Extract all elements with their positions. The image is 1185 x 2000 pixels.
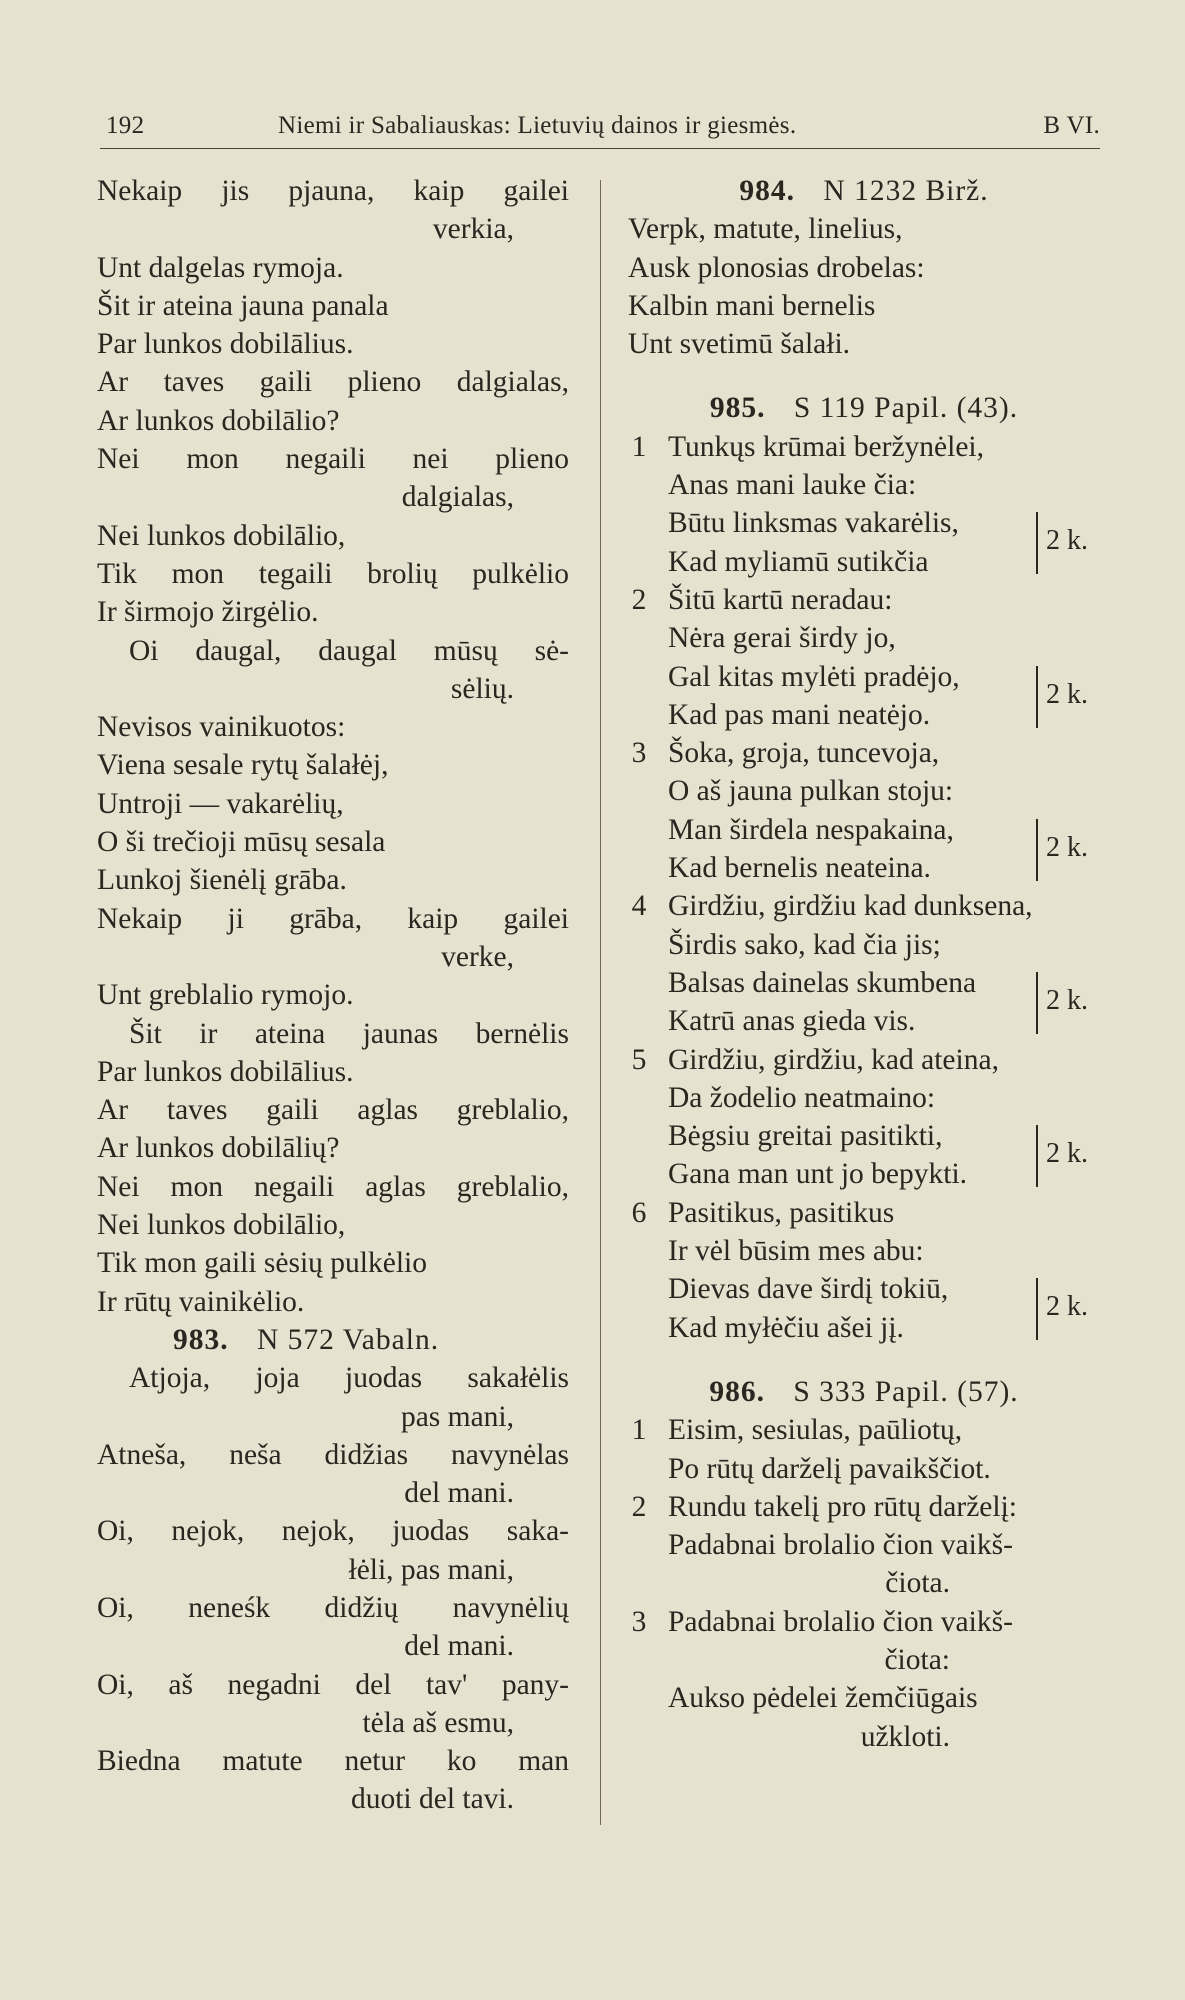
verse-text: užkloti. xyxy=(860,1720,950,1753)
verse-line xyxy=(628,1002,1100,1040)
song-source: N 572 Vabaln. xyxy=(257,1323,440,1356)
verse-line: Par lunkos dobilālius. xyxy=(97,328,354,361)
verse-line xyxy=(628,581,1100,619)
song-heading-983 xyxy=(97,1321,569,1359)
verse-line: Nei mon negaili nei plieno xyxy=(97,443,569,476)
song-number: 985. xyxy=(709,392,766,425)
verse-text: Nėra gerai širdy jo, xyxy=(668,622,896,655)
verse-line xyxy=(628,734,1100,772)
verse-number: 2 xyxy=(631,1490,647,1523)
song-985-verses xyxy=(628,428,1100,1347)
verse-text: Kad myliamū sutikčia xyxy=(668,545,929,578)
verse-text: Tunkųs krūmai beržynėlei, xyxy=(668,430,984,463)
verse-line xyxy=(628,428,1100,466)
verse-line: Verpk, matute, linelius, xyxy=(628,213,903,246)
verse-text: Man širdela nespakaina, xyxy=(668,813,954,846)
verse-line: del mani. xyxy=(404,1477,514,1510)
verse-line xyxy=(628,811,1100,863)
column-divider xyxy=(600,180,601,1825)
verse-text: Širdis sako, kad čia jis; xyxy=(668,928,941,961)
verse-line xyxy=(628,1564,1100,1602)
verse-line: Oi daugal, daugal mūsų sė- xyxy=(129,634,569,667)
verse-line: Ar taves gaili plieno dalgialas, xyxy=(97,366,569,399)
verse-line xyxy=(628,543,1100,581)
verse-line: Šit ir ateina jauna panala xyxy=(97,289,389,322)
left-column xyxy=(97,172,569,1819)
verse-line: Unt greblalio rymojo. xyxy=(97,979,354,1012)
verse-line xyxy=(628,1041,1100,1079)
verse-number: 6 xyxy=(631,1196,647,1229)
verse-line xyxy=(628,1450,1100,1488)
page-number: 192 xyxy=(106,112,145,139)
verse-text: Padabnai brolalio čion vaikš- xyxy=(668,1605,1013,1638)
verse-text: Girdžiu, girdžiu, kad ateina, xyxy=(668,1043,999,1076)
running-title: Niemi ir Sabaliauskas: Lietuvių dainos ir giesmės. xyxy=(278,112,797,139)
verse-line: Biedna matute netur ko man xyxy=(97,1745,569,1778)
verse-line xyxy=(628,1679,1100,1717)
verse-line: del mani. xyxy=(404,1630,514,1663)
verse-text: Aukso pėdelei žemčiūgais xyxy=(668,1682,978,1715)
repeat-label: 2 k. xyxy=(1046,525,1088,557)
verse-line: tėla aš esmu, xyxy=(362,1706,514,1739)
verse-line: Ir rūtų vainikėlio. xyxy=(97,1285,305,1318)
verse-line xyxy=(628,1641,1100,1679)
verse-text: Balsas dainelas skumbena xyxy=(668,966,977,999)
verse-number: 2 xyxy=(631,583,647,616)
verse-line xyxy=(628,1603,1100,1641)
verse-text: Šitū kartū neradau: xyxy=(668,583,893,616)
verse-line: Atjoja, joja juodas sakałėlis xyxy=(129,1362,569,1395)
verse-number: 1 xyxy=(631,1414,647,1447)
song-heading-986 xyxy=(628,1373,1100,1411)
verse-line: Atneša, neša didžias navynėlas xyxy=(97,1438,569,1471)
verse-line xyxy=(628,1270,1100,1323)
verse-text: Kad bernelis neateina. xyxy=(668,852,931,885)
verse-number: 4 xyxy=(631,890,647,923)
repeat-label: 2 k. xyxy=(1046,678,1088,710)
song-heading-984 xyxy=(628,172,1100,210)
verse-line: Nei lunkos dobilālio, xyxy=(97,1209,346,1242)
verse-line: Lunkoj šienėlį grāba. xyxy=(97,864,347,897)
verse-text: Dievas dave širdį tokiū, xyxy=(668,1273,949,1306)
verse-line: Šit ir ateina jaunas bernėlis xyxy=(129,1017,569,1050)
right-column xyxy=(628,172,1100,1756)
verse-line: Ausk plonosias drobelas: xyxy=(628,251,925,284)
song-heading-985 xyxy=(628,389,1100,427)
verse-line: Ar lunkos dobilālio? xyxy=(97,404,340,437)
verse-line xyxy=(628,1718,1100,1756)
verse-text: Šoka, groja, tuncevoja, xyxy=(668,737,940,770)
verse-line: pas mani, xyxy=(400,1400,514,1433)
verse-line: Tik mon gaili sėsių pulkėlio xyxy=(97,1247,427,1280)
verse-line xyxy=(628,887,1100,925)
page-header xyxy=(100,112,1100,152)
verse-text: Da žodelio neatmaino: xyxy=(668,1081,936,1114)
verse-line: Oi, neneśk didžių navynėlių xyxy=(97,1591,569,1624)
verse-text: Pasitikus, pasitikus xyxy=(668,1196,895,1229)
verse-text: čiota. xyxy=(885,1567,950,1600)
verse-line xyxy=(628,849,1100,887)
verse-line xyxy=(628,964,1100,1016)
verse-line: O ši trečioji mūsų sesala xyxy=(97,826,386,859)
verse-line: Untroji — vakarėlių, xyxy=(97,787,344,820)
verse-text: Rundu takelį pro rūtų darželį: xyxy=(668,1490,1017,1523)
verse-line xyxy=(628,1411,1100,1449)
verse-line: Unt dalgelas rymoja. xyxy=(97,251,344,284)
verse-number: 5 xyxy=(631,1043,647,1076)
verse-line: Nekaip jis pjauna, kaip gailei xyxy=(97,175,569,207)
verse-text: Padabnai brolalio čion vaikš- xyxy=(668,1529,1013,1562)
verse-text: Anas mani lauke čia: xyxy=(668,469,917,502)
verse-number: 1 xyxy=(631,430,647,463)
verse-line xyxy=(628,1079,1100,1117)
verse-text: Būtu linksmas vakarėlis, xyxy=(668,507,959,540)
verse-text: Po rūtų darželį pavaikščiot. xyxy=(668,1452,991,1485)
verse-line: verke, xyxy=(441,940,514,973)
verse-text: čiota: xyxy=(884,1643,950,1676)
verse-line: Nei lunkos dobilālio, xyxy=(97,519,346,552)
song-source: N 1232 Birž. xyxy=(823,175,989,207)
verse-line: Oi, aš negadni del tav' pany- xyxy=(97,1668,569,1701)
verse-line xyxy=(628,619,1100,657)
verse-line: sėlių. xyxy=(450,672,514,705)
verse-text: Ir vėl būsim mes abu: xyxy=(668,1235,924,1268)
verse-line: Nekaip ji grāba, kaip gailei xyxy=(97,902,569,935)
verse-text: Eisim, sesiulas, paūliotų, xyxy=(668,1414,963,1447)
header-rule xyxy=(100,148,1100,149)
verse-text: Kad myłėčiu ašei jį. xyxy=(668,1311,904,1344)
verse-line: Ir širmojo žirgėlio. xyxy=(97,596,319,629)
song-number: 983. xyxy=(173,1323,229,1356)
verse-text: Gal kitas mylėti pradėjo, xyxy=(668,660,960,693)
verse-line xyxy=(628,1155,1100,1193)
verse-line: Par lunkos dobilālius. xyxy=(97,1055,354,1088)
verse-text: Kad pas mani neatėjo. xyxy=(668,698,931,731)
song-source: S 119 Papil. (43). xyxy=(793,392,1019,425)
verse-text: Gana man unt jo bepykti. xyxy=(668,1158,968,1191)
verse-line: Kalbin mani bernelis xyxy=(628,289,876,322)
verse-number: 3 xyxy=(631,1605,647,1638)
verse-line: Nevisos vainikuotos: xyxy=(97,711,346,744)
verse-line xyxy=(628,1232,1100,1270)
verse-line: Ar taves gaili aglas greblalio, xyxy=(97,1094,569,1127)
song-source: S 333 Papil. (57). xyxy=(793,1375,1019,1408)
verse-line: Tik mon tegaili brolių pulkėlio xyxy=(97,557,569,590)
verse-text: Girdžiu, girdžiu kad dunksena, xyxy=(668,890,1033,923)
verse-text: O aš jauna pulkan stoju: xyxy=(668,775,954,808)
repeat-label: 2 k. xyxy=(1046,984,1088,1016)
verse-line xyxy=(628,658,1100,710)
verse-line xyxy=(628,1526,1100,1564)
repeat-label: 2 k. xyxy=(1046,1138,1088,1170)
verse-line: łėli, pas mani, xyxy=(348,1553,514,1586)
verse-line xyxy=(628,504,1100,557)
verse-line: duoti del tavi. xyxy=(350,1783,514,1816)
verse-line xyxy=(628,696,1100,734)
verse-line xyxy=(628,772,1100,810)
song-986-verses xyxy=(628,1411,1100,1756)
verse-line xyxy=(628,1488,1100,1526)
verse-text: Bėgsiu greitai pasitikti, xyxy=(668,1120,943,1153)
verse-line: Nei mon negaili aglas greblalio, xyxy=(97,1170,569,1203)
verse-line: Unt svetimū šalałi. xyxy=(628,328,851,361)
repeat-label: 2 k. xyxy=(1046,831,1088,863)
verse-line: Ar lunkos dobilālių? xyxy=(97,1132,340,1165)
verse-line: verkia, xyxy=(432,213,514,246)
repeat-label: 2 k. xyxy=(1046,1291,1088,1323)
verse-line: Oi, nejok, nejok, juodas saka- xyxy=(97,1515,569,1548)
verse-line: Viena sesale rytų šalałėj, xyxy=(97,749,389,782)
song-number: 986. xyxy=(709,1375,765,1408)
verse-number: 3 xyxy=(631,737,647,770)
section-label: B VI. xyxy=(1043,112,1100,139)
verse-line xyxy=(628,926,1100,964)
verse-line xyxy=(628,1117,1100,1170)
song-number: 984. xyxy=(739,175,796,207)
verse-text: Katrū anas gieda vis. xyxy=(668,1005,916,1038)
verse-line xyxy=(628,1194,1100,1232)
verse-line xyxy=(628,1309,1100,1347)
verse-line xyxy=(628,466,1100,504)
verse-line: dalgialas, xyxy=(401,481,514,514)
